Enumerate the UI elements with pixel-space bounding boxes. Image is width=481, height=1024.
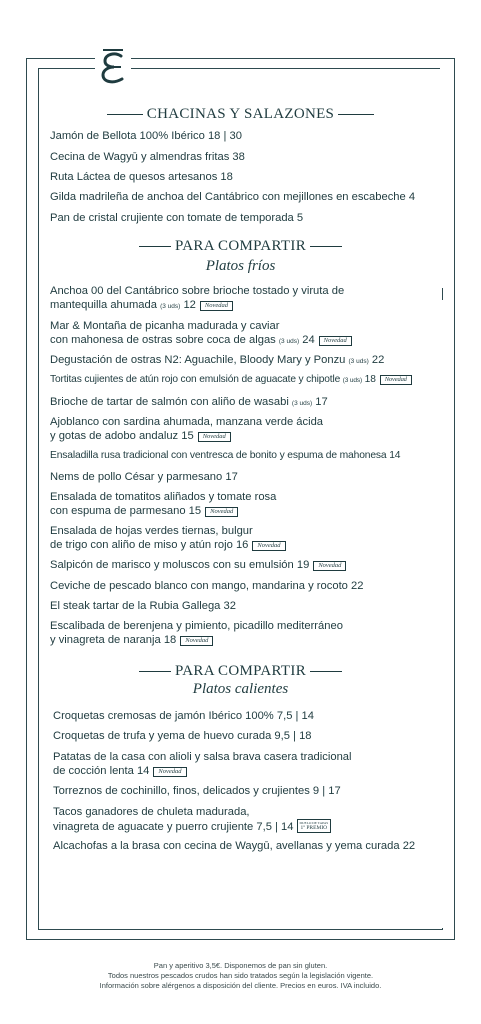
section-subtitle-frios: Platos fríos <box>205 258 276 274</box>
item-text: y vinagreta de naranja 18 <box>50 634 177 646</box>
menu-item: Cecina de Wagyū y almendras fritas 38 <box>50 151 245 163</box>
menu-item: Ensaladilla rusa tradicional con ventresca de bonito y espuma de mahonesa 14 <box>50 450 401 461</box>
section-title-text: CHACINAS Y SALAZONES <box>146 106 335 122</box>
menu-item: Croquetas cremosas de jamón Ibérico 100% 7,5 | 14 <box>53 710 314 722</box>
menu-item <box>50 353 384 370</box>
menu-item: Ajoblanco con sardina ahumada, manzana verde ácida <box>50 416 324 428</box>
menu-item <box>53 764 187 779</box>
menu-item <box>50 395 328 412</box>
footer-line: Información sobre alérgenos a disposición del cliente. Precios en euros. IVA incluido. <box>99 981 382 990</box>
footer-notes <box>0 961 481 991</box>
menu-item: Escalibada de berenjena y pimiento, picadillo mediterráneo <box>50 620 343 632</box>
item-price: 22 <box>371 354 385 366</box>
item-text: de trigo con aliño de miso y atún rojo 16 <box>50 539 249 551</box>
item-text: vinagreta de aguacate y puerro crujiente 7,5 | 14 <box>53 821 294 833</box>
item-text: de cocción lenta 14 <box>53 765 150 777</box>
novedad-badge: Novedad <box>313 561 346 571</box>
menu-item: Mar & Montaña de picanha madurada y caviar <box>50 320 280 332</box>
novedad-badge: Novedad <box>380 375 412 385</box>
menu-item: Patatas de la casa con alioli y salsa brava casera tradicional <box>53 751 352 763</box>
award-badge <box>297 819 332 833</box>
item-text: y gotas de adobo andaluz 15 <box>50 430 194 442</box>
novedad-badge: Novedad <box>198 432 231 442</box>
award-line2: 1º PREMIO <box>300 825 328 831</box>
item-text: con espuma de parmesano 15 <box>50 505 202 517</box>
rule-right <box>310 671 342 672</box>
menu-item: Anchoa 00 del Cantábrico sobre brioche tostado y viruta de <box>50 285 345 297</box>
award-line1: DUELO DE TAPAS <box>299 821 329 825</box>
novedad-badge: Novedad <box>200 301 233 311</box>
menu-item: Alcachofas a la brasa con cecina de Waygū, avellanas y yema curada 22 <box>53 840 416 852</box>
rule-left <box>139 246 171 247</box>
item-units: (3 uds) <box>342 377 362 384</box>
novedad-badge: Novedad <box>319 336 352 346</box>
novedad-badge: Novedad <box>205 507 238 517</box>
item-text: Salpicón de marisco y moluscos con su emulsión 19 <box>50 559 310 571</box>
menu-item: Jamón de Bellota 100% Ibérico 18 | 30 <box>50 130 242 142</box>
section-title-text: PARA COMPARTIR <box>175 663 306 679</box>
item-units: (3 uds) <box>278 338 300 345</box>
menu-item: Croquetas de trufa y yema de huevo curada 9,5 | 18 <box>53 730 312 742</box>
section-title-frios <box>0 238 481 255</box>
frame-gap <box>440 876 446 928</box>
menu-item: Ruta Láctea de quesos artesanos 18 <box>50 171 233 183</box>
rule-right <box>338 114 374 115</box>
menu-item <box>50 504 238 519</box>
item-text: Degustación de ostras N2: Aguachile, Bloody Mary y Ponzu <box>50 354 346 366</box>
item-text: mantequilla ahumada <box>50 299 157 311</box>
menu-item: Torreznos de cochinillo, finos, delicados y crujientes 9 | 17 <box>53 785 341 797</box>
footer-line: Todos nuestros pescados crudos han sido tratados según la legislación vigente. <box>107 971 374 980</box>
menu-item <box>50 538 286 553</box>
menu-item <box>50 373 412 389</box>
item-units: (3 uds) <box>160 303 181 310</box>
section-title-text: PARA COMPARTIR <box>175 238 306 254</box>
menu-item: Ensalada de hojas verdes tiernas, bulgur <box>50 525 253 537</box>
rule-left <box>107 114 143 115</box>
footer-line: Pan y aperitivo 3,5€. Disponemos de pan sin gluten. <box>153 961 328 970</box>
rule-right <box>310 246 342 247</box>
menu-item: Gilda madrileña de anchoa del Cantábrico con mejillones en escabeche 4 <box>50 191 416 203</box>
menu-item: Nems de pollo César y parmesano 17 <box>50 471 238 483</box>
section-subtitle-calientes: Platos calientes <box>192 681 289 697</box>
menu-item <box>53 819 331 835</box>
novedad-badge: Novedad <box>180 636 213 646</box>
menu-item <box>50 633 213 648</box>
item-price: 17 <box>315 396 328 408</box>
item-price: 12 <box>183 299 196 311</box>
section-title-chacinas <box>0 106 481 123</box>
item-text: Brioche de tartar de salmón con aliño de wasabi <box>50 396 289 408</box>
menu-item: Tacos ganadores de chuleta madurada, <box>53 806 250 818</box>
menu-item: Ceviche de pescado blanco con mango, mandarina y rocoto 22 <box>50 580 364 592</box>
rule-left <box>139 671 171 672</box>
item-price: 18 <box>364 374 376 385</box>
menu-item <box>50 333 352 350</box>
restaurant-logo-icon <box>95 44 131 86</box>
item-text: con mahonesa de ostras sobre coca de algas <box>50 334 276 346</box>
menu-item <box>50 558 346 573</box>
novedad-badge: Novedad <box>252 541 285 551</box>
menu-item: Ensalada de tomatitos aliñados y tomate rosa <box>50 491 277 503</box>
menu-item: Pan de cristal crujiente con tomate de temporada 5 <box>50 212 304 224</box>
item-text: Tortitas cujientes de atún rojo con emulsión de aguacate y chipotle <box>50 374 341 385</box>
novedad-badge: Novedad <box>153 767 186 777</box>
item-units: (3 uds) <box>291 400 313 407</box>
frame-gap <box>440 300 446 890</box>
item-price: 24 <box>302 334 315 346</box>
menu-item <box>50 429 231 444</box>
menu-item: El steak tartar de la Rubia Gallega 32 <box>50 600 236 612</box>
menu-item <box>50 298 233 315</box>
section-title-calientes <box>0 663 481 680</box>
item-units: (3 uds) <box>348 358 369 365</box>
